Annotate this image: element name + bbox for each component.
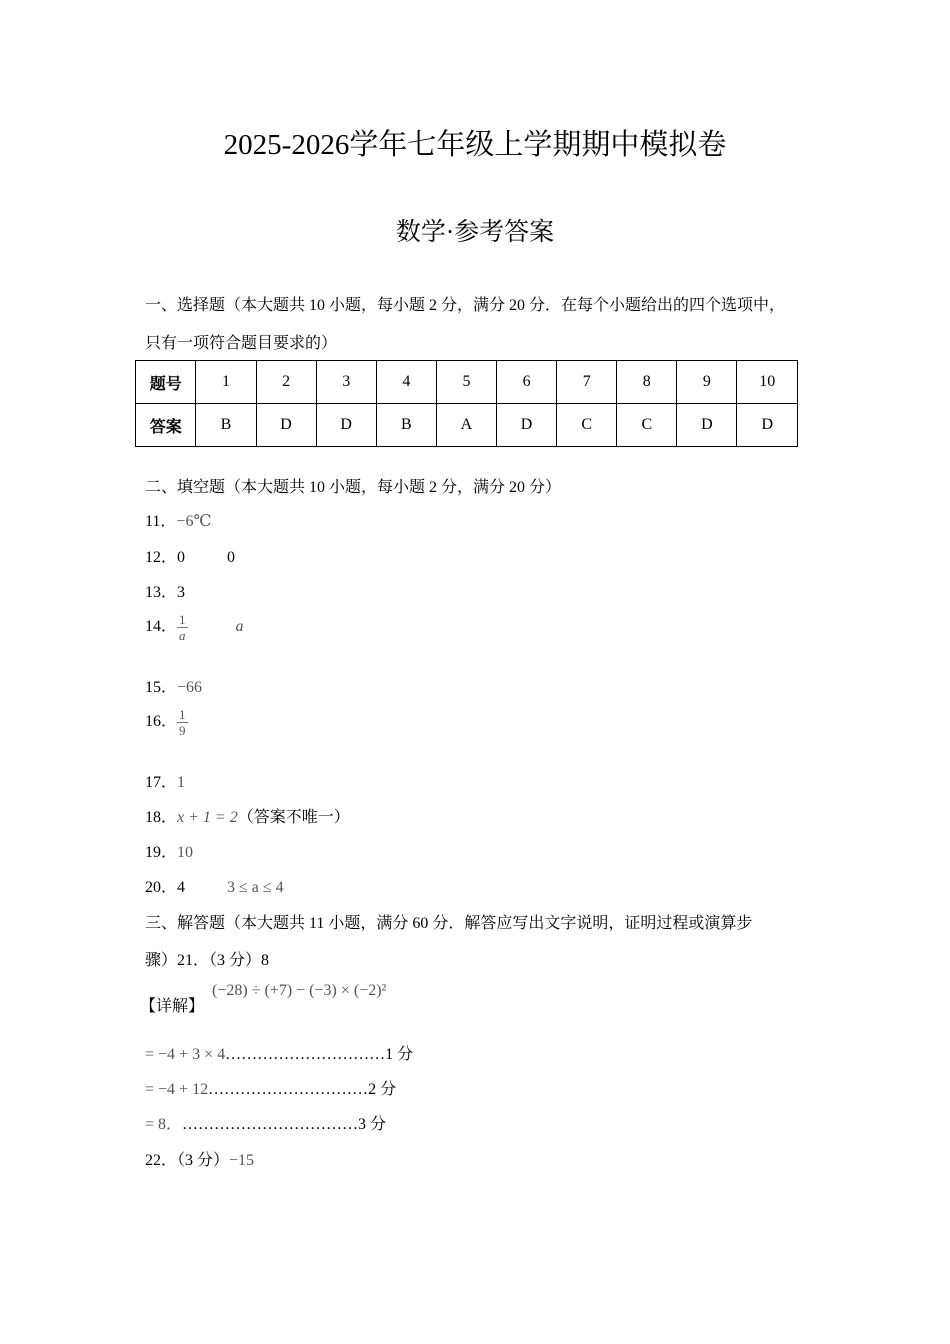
q22-answer: 22．（3 分）−15 <box>145 1152 255 1169</box>
row-header-number: 题号 <box>136 361 196 404</box>
fill-11: 11．−6℃ <box>145 513 212 530</box>
answer-cell: A <box>436 404 496 447</box>
fill-16: 16． $\frac{1}{9}$ <box>145 707 186 738</box>
answer-cell: D <box>316 404 376 447</box>
question-number-cell: 1 <box>196 361 256 404</box>
q21-answer: 骤）21．（3 分）8 <box>145 952 270 969</box>
question-number-cell: 6 <box>497 361 557 404</box>
row-header-answer: 答案 <box>136 404 196 447</box>
detail-label: 【详解】 <box>140 998 205 1015</box>
fill-17: 17．1 <box>145 774 186 791</box>
step-1: = −4 + 3 × 4…………………………1 分 <box>145 1046 414 1063</box>
section1-heading: 一、选择题（本大题共 10 小题，每小题 2 分，满分 20 分．在每个小题给出的四个选项中， <box>145 297 786 314</box>
answer-cell: C <box>617 404 677 447</box>
question-number-cell: 7 <box>557 361 617 404</box>
answer-cell: C <box>557 404 617 447</box>
answer-cell: B <box>376 404 436 447</box>
question-number-cell: 9 <box>677 361 737 404</box>
fill-18: 18．x + 1 = 2（答案不唯一） <box>145 809 350 826</box>
answer-cell: B <box>196 404 256 447</box>
fill-15: 15．−66 <box>145 679 203 696</box>
question-number-cell: 2 <box>256 361 316 404</box>
answer-cell: D <box>256 404 316 447</box>
page-title: 2025-2026学年七年级上学期期中模拟卷 <box>223 129 727 161</box>
choice-answer-table <box>135 360 798 447</box>
question-number-cell: 3 <box>316 361 376 404</box>
question-number-cell: 4 <box>376 361 436 404</box>
step-3: = 8．……………………………3 分 <box>145 1116 387 1133</box>
fill-14: 14． $\frac{1}{a}$ a <box>145 612 244 643</box>
answer-cell: D <box>497 404 557 447</box>
fill-19: 19．10 <box>145 844 194 861</box>
question-number-cell: 10 <box>737 361 798 404</box>
fill-13: 13．3 <box>145 584 186 601</box>
answer-cell: D <box>737 404 798 447</box>
section2-heading: 二、填空题（本大题共 10 小题，每小题 2 分，满分 20 分） <box>145 479 562 496</box>
section1-heading-cont: 只有一项符合题目要求的） <box>145 335 338 352</box>
section3-heading: 三、解答题（本大题共 11 小题，满分 60 分．解答应写出文字说明，证明过程或演算步 <box>145 915 753 932</box>
fill-20: 20．4 3 ≤ a ≤ 4 <box>145 879 284 896</box>
answer-cell: D <box>677 404 737 447</box>
question-number-cell: 8 <box>617 361 677 404</box>
page-subtitle: 数学·参考答案 <box>395 219 555 246</box>
question-number-cell: 5 <box>436 361 496 404</box>
detail-expression: (−28) ÷ (+7) − (−3) × (−2)² <box>212 982 387 999</box>
step-2: = −4 + 12…………………………2 分 <box>145 1081 397 1098</box>
fill-12: 12．0 0 <box>145 549 236 566</box>
